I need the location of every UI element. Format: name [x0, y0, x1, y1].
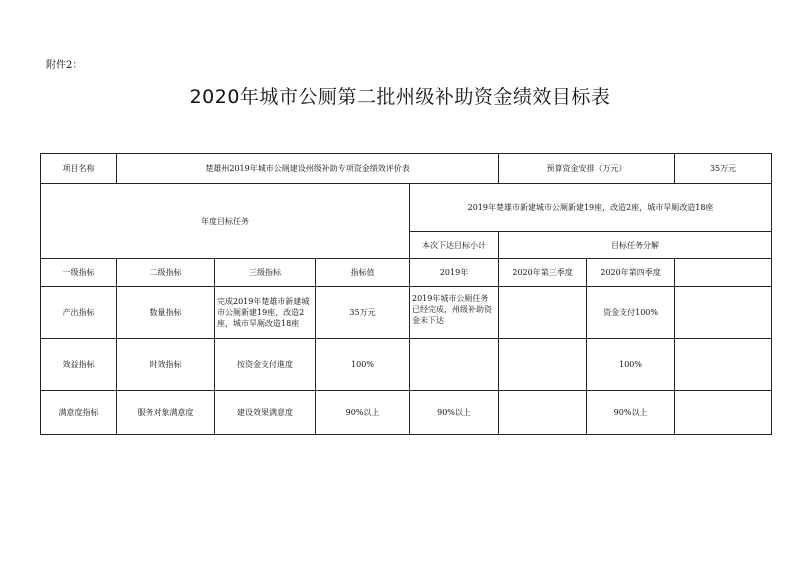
header-q4: 2020年第四季度: [587, 259, 675, 287]
row-value: 100%: [316, 339, 410, 391]
header-q3: 2020年第三季度: [499, 259, 587, 287]
row-q3: [499, 391, 587, 435]
table-row: [41, 287, 772, 339]
row-extra: [675, 391, 772, 435]
row-level2: 数量指标: [117, 287, 215, 339]
breakdown-label: 目标任务分解: [499, 232, 772, 259]
row-level1: 产出指标: [41, 287, 117, 339]
page-title: 2020年城市公厕第二批州级补助资金绩效目标表: [189, 86, 611, 108]
row-level3: 建设效果满意度: [215, 391, 316, 435]
budget-label: 预算资金安排（万元）: [499, 154, 675, 184]
row-level3: 完成2019年楚雄市新建城市公厕新建19座，改造2座，城市旱厕改造18座: [215, 287, 316, 339]
row-extra: [675, 339, 772, 391]
performance-target-table: [40, 153, 772, 435]
header-level2: 二级指标: [117, 259, 215, 287]
row-level2: 时效指标: [117, 339, 215, 391]
row-value: 90%以上: [316, 391, 410, 435]
row-extra: [675, 287, 772, 339]
header-row: [41, 259, 772, 287]
subtotal-label: 本次下达目标小计: [410, 232, 499, 259]
row-q4: 100%: [587, 339, 675, 391]
row-q3: [499, 339, 587, 391]
row-level3: 按资金支付進度: [215, 339, 316, 391]
table-row: [41, 391, 772, 435]
row-q3: [499, 287, 587, 339]
attachment-label: 附件2：: [46, 60, 83, 71]
annual-task-label: 年度目标任务: [41, 184, 410, 259]
header-level3: 三级指标: [215, 259, 316, 287]
header-2019: 2019年: [410, 259, 499, 287]
annual-task-text: 2019年楚雄市新建城市公厕新建19座，改造2座，城市旱厕改造18座: [410, 184, 772, 232]
row-2019: 90%以上: [410, 391, 499, 435]
row-q4: 资金支付100%: [587, 287, 675, 339]
project-row: [41, 154, 772, 184]
row-q4: 90%以上: [587, 391, 675, 435]
row-2019: [410, 339, 499, 391]
table-row: [41, 339, 772, 391]
budget-value: 35万元: [675, 154, 772, 184]
row-level2: 服务对象满意度: [117, 391, 215, 435]
row-level1: 满意度指标: [41, 391, 117, 435]
row-level1: 效益指标: [41, 339, 117, 391]
header-value: 指标值: [316, 259, 410, 287]
project-name: 楚雄州2019年城市公厕建设州级补助专项资金绩效评价表: [117, 154, 499, 184]
annual-task-row: [41, 184, 772, 232]
header-extra: [675, 259, 772, 287]
header-level1: 一级指标: [41, 259, 117, 287]
row-2019: 2019年城市公厕任务已经完成，州级补助资金未下达: [410, 287, 499, 339]
row-value: 35万元: [316, 287, 410, 339]
project-label: 项目名称: [41, 154, 117, 184]
